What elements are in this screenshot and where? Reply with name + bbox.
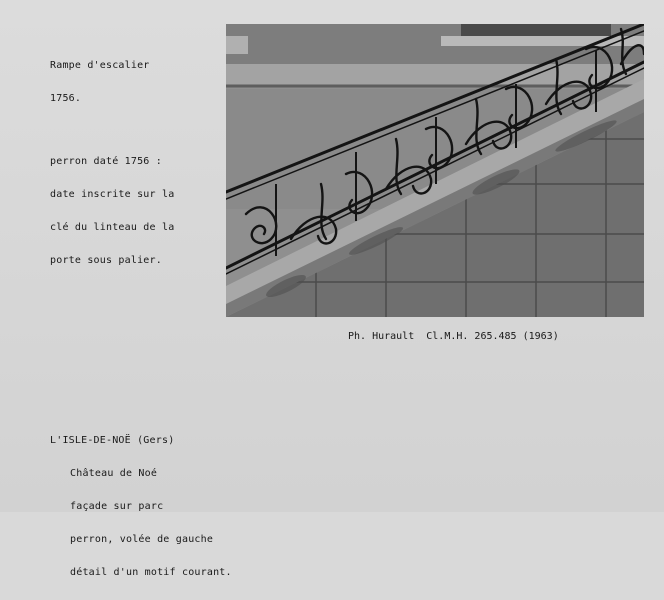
location-line: détail d'un motif courant. (70, 567, 232, 578)
caption-year: 1756. (50, 93, 82, 104)
caption-note-line: porte sous palier. (50, 255, 162, 266)
location-caption (50, 413, 232, 600)
caption-note-line: clé du linteau de la (50, 222, 175, 233)
staircase-photo (226, 24, 644, 317)
location-line: perron, volée de gauche (70, 534, 214, 545)
location-place: L'ISLE-DE-NOË (Gers) (50, 435, 175, 446)
caption-title: Rampe d'escalier (50, 60, 150, 71)
caption-note-line: date inscrite sur la (50, 189, 175, 200)
caption-note-line: perron daté 1756 : (50, 156, 162, 167)
location-line: façade sur parc (70, 501, 164, 512)
photo-caption (50, 38, 174, 288)
location-line: Château de Noé (70, 468, 158, 479)
photo-credit: Ph. Hurault Cl.M.H. 265.485 (1963) (348, 331, 559, 342)
